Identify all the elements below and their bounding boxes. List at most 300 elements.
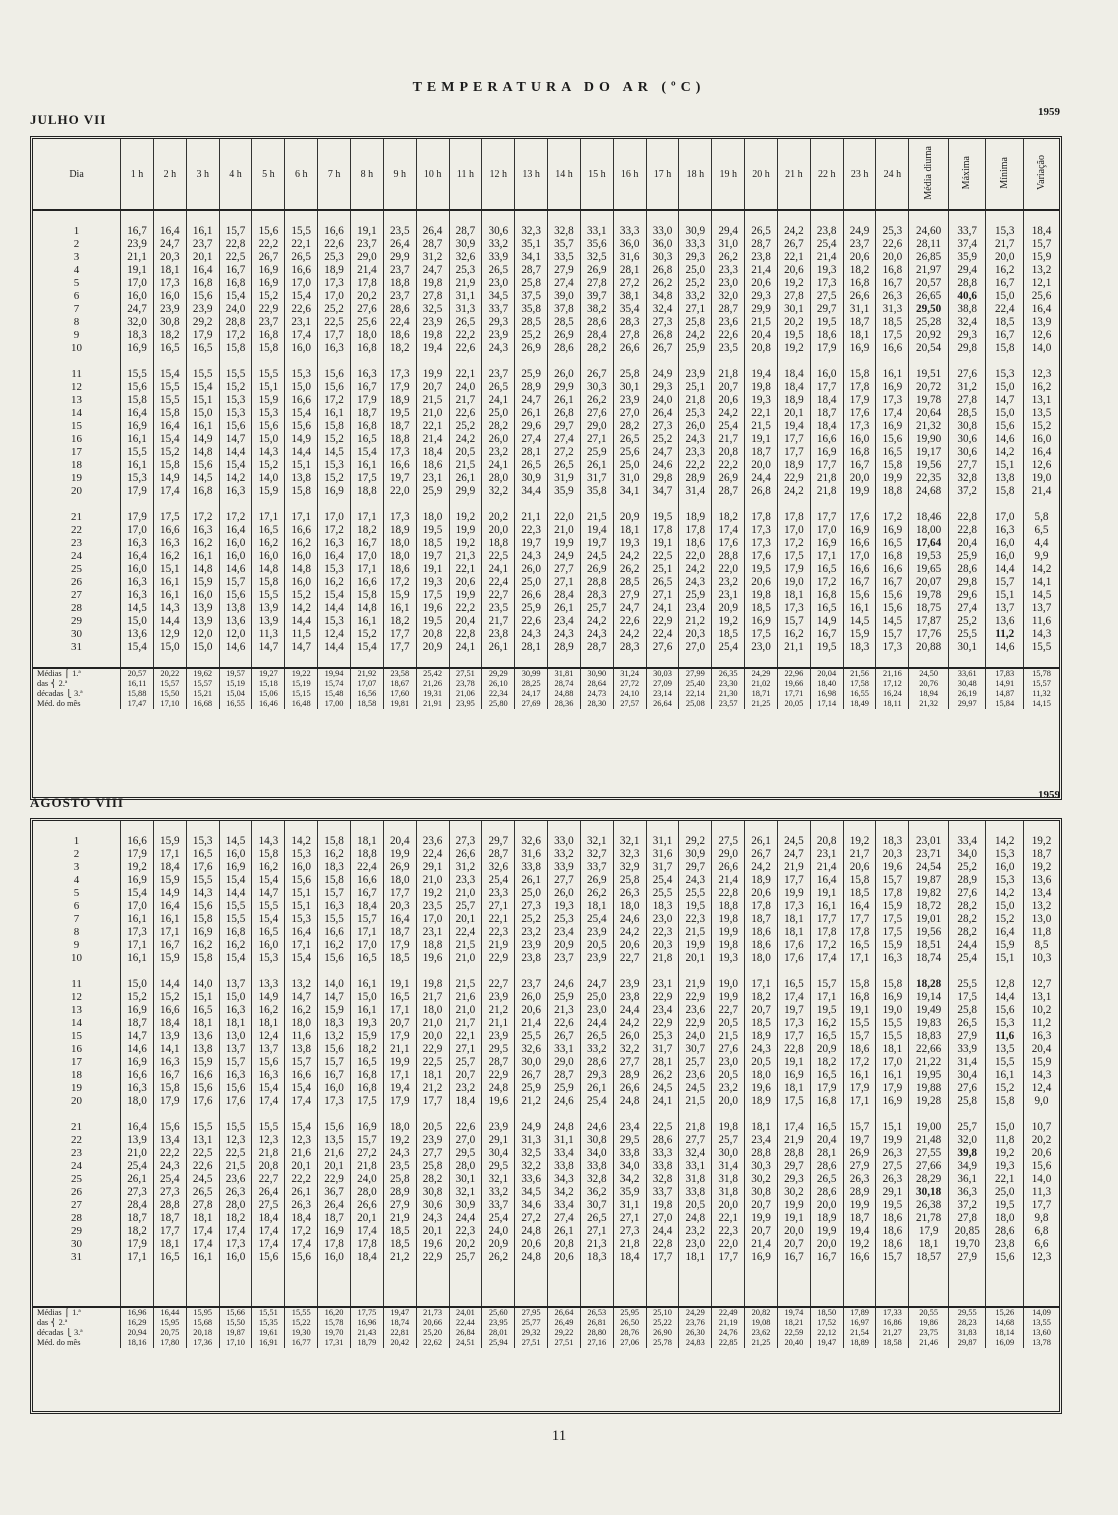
value-cell: 28,1 xyxy=(646,1056,679,1069)
value-cell: 25,2 xyxy=(515,329,548,342)
value-cell: 29,9 xyxy=(745,303,778,316)
value-cell: 18,1 xyxy=(580,900,613,913)
value-cell: 26,3 xyxy=(285,1199,318,1212)
spacer-cell xyxy=(909,1264,949,1278)
average-cell: 14,68 xyxy=(986,1318,1024,1328)
spacer-cell xyxy=(153,821,186,835)
average-cell: 25,94 xyxy=(482,1338,515,1348)
value-cell: 29,3 xyxy=(745,290,778,303)
value-cell: 16,9 xyxy=(121,420,154,433)
average-cell: 21,25 xyxy=(745,699,778,709)
average-cell: 28,23 xyxy=(948,1318,986,1328)
value-cell: 22,4 xyxy=(482,576,515,589)
column-header: 14 h xyxy=(548,139,581,210)
value-cell: 14,4 xyxy=(153,978,186,991)
value-cell: 16,3 xyxy=(986,524,1024,537)
value-cell: 17,3 xyxy=(745,537,778,550)
value-cell: 29,0 xyxy=(548,1056,581,1069)
value-cell: 23,4 xyxy=(646,1004,679,1017)
average-cell: 20,75 xyxy=(153,1328,186,1338)
value-cell: 27,3 xyxy=(153,1186,186,1199)
value-cell: 25,5 xyxy=(948,978,986,991)
value-cell: 28,5 xyxy=(548,316,581,329)
value-cell: 26,0 xyxy=(548,368,581,381)
value-cell: 17,3 xyxy=(810,277,843,290)
value-cell: 16,7 xyxy=(986,277,1024,290)
value-cell: 17,9 xyxy=(350,394,383,407)
value-cell: 26,3 xyxy=(843,1173,876,1186)
table-row xyxy=(33,835,1059,848)
value-cell: 15,0 xyxy=(986,1121,1024,1134)
value-cell: 17,7 xyxy=(383,628,416,641)
value-cell: 15,4 xyxy=(121,641,154,654)
day-cell: 10 xyxy=(71,342,83,354)
value-cell: 15,3 xyxy=(986,874,1024,887)
value-cell: 14,0 xyxy=(186,978,219,991)
value-cell: 24,3 xyxy=(548,628,581,641)
value-cell: 21,4 xyxy=(712,874,745,887)
value-cell: 15,3 xyxy=(252,407,285,420)
value-cell: 16,9 xyxy=(876,420,909,433)
average-cell: 24,83 xyxy=(679,1338,712,1348)
average-cell: 24,51 xyxy=(449,1338,482,1348)
average-cell: 24,73 xyxy=(580,689,613,699)
value-cell: 22,3 xyxy=(646,926,679,939)
value-cell: 18,6 xyxy=(383,329,416,342)
spacer-cell xyxy=(613,498,646,511)
value-cell: 15,7 xyxy=(350,913,383,926)
value-cell: 16,4 xyxy=(1024,446,1060,459)
value-cell: 16,5 xyxy=(810,563,843,576)
value-cell: 31,1 xyxy=(843,303,876,316)
value-cell: 22,2 xyxy=(449,329,482,342)
value-cell: 25,8 xyxy=(383,1173,416,1186)
value-cell: 15,4 xyxy=(153,433,186,446)
value-cell: 18,9 xyxy=(383,524,416,537)
day-cell: 10 xyxy=(71,952,83,964)
value-cell: 17,9 xyxy=(383,1095,416,1108)
value-cell: 17,9 xyxy=(383,939,416,952)
average-cell: 23,62 xyxy=(745,1328,778,1338)
spacer-row xyxy=(33,1108,1059,1121)
value-cell: 31,6 xyxy=(613,251,646,264)
value-cell: 29,9 xyxy=(548,381,581,394)
value-cell: 19,3 xyxy=(548,900,581,913)
spacer-cell xyxy=(712,1278,745,1292)
value-cell: 11,5 xyxy=(285,628,318,641)
value-cell: 21,8 xyxy=(810,472,843,485)
value-cell: 28,1 xyxy=(810,1147,843,1160)
average-cell: 14,87 xyxy=(986,689,1024,699)
spacer-cell xyxy=(909,821,949,835)
value-cell: 25,5 xyxy=(948,628,986,641)
value-cell: 17,1 xyxy=(383,1069,416,1082)
value-cell: 31,1 xyxy=(449,290,482,303)
spacer-cell xyxy=(712,1108,745,1121)
value-cell: 24,3 xyxy=(580,628,613,641)
average-cell: 19,74 xyxy=(777,1307,810,1318)
value-cell: 28,7 xyxy=(745,238,778,251)
average-cell: 22,62 xyxy=(416,1338,449,1348)
spacer-cell xyxy=(285,654,318,668)
table-row xyxy=(33,446,1059,459)
value-cell: 33,9 xyxy=(548,861,581,874)
value-cell: 19,2 xyxy=(416,887,449,900)
value-cell: 11,3 xyxy=(1024,1186,1060,1199)
value-cell: 15,8 xyxy=(186,913,219,926)
average-cell: 25,80 xyxy=(482,699,515,709)
average-cell: 27,16 xyxy=(580,1338,613,1348)
average-cell: 21,19 xyxy=(712,1318,745,1328)
value-cell: 17,87 xyxy=(909,615,949,628)
average-label: Méd. do mês xyxy=(37,699,81,708)
average-cell: 21,25 xyxy=(745,1338,778,1348)
value-cell: 19,3 xyxy=(745,394,778,407)
spacer-cell xyxy=(810,654,843,668)
value-cell: 15,8 xyxy=(986,1095,1024,1108)
spacer-cell xyxy=(613,1108,646,1121)
value-cell: 16,0 xyxy=(285,861,318,874)
value-cell: 19,1 xyxy=(416,563,449,576)
value-cell: 18,3 xyxy=(646,900,679,913)
value-cell: 18,3 xyxy=(121,329,154,342)
value-cell: 21,5 xyxy=(449,459,482,472)
value-cell: 15,6 xyxy=(1024,1160,1060,1173)
spacer-cell xyxy=(712,821,745,835)
average-cell: 24,01 xyxy=(449,1307,482,1318)
value-cell: 23,9 xyxy=(613,978,646,991)
value-cell: 13,9 xyxy=(153,1030,186,1043)
value-cell: 34,1 xyxy=(613,485,646,498)
value-cell: 27,9 xyxy=(948,1030,986,1043)
average-cell: 17,07 xyxy=(350,679,383,689)
value-cell: 24,8 xyxy=(613,1095,646,1108)
value-cell: 34,5 xyxy=(515,1186,548,1199)
average-cell: 16,46 xyxy=(252,699,285,709)
value-cell: 33,2 xyxy=(548,848,581,861)
value-cell: 16,7 xyxy=(810,1251,843,1264)
average-cell: 17,47 xyxy=(121,699,154,709)
spacer-cell xyxy=(153,1292,186,1307)
average-cell: 18,21 xyxy=(777,1318,810,1328)
value-cell: 19,7 xyxy=(580,537,613,550)
value-cell: 19,6 xyxy=(416,952,449,965)
value-cell: 23,9 xyxy=(515,939,548,952)
value-cell: 15,6 xyxy=(318,1121,351,1134)
value-cell: 26,3 xyxy=(876,290,909,303)
value-cell: 19,4 xyxy=(745,368,778,381)
value-cell: 23,6 xyxy=(219,1173,252,1186)
value-cell: 28,5 xyxy=(613,576,646,589)
value-cell: 16,6 xyxy=(350,874,383,887)
value-cell: 23,8 xyxy=(613,991,646,1004)
value-cell: 29,5 xyxy=(482,1043,515,1056)
value-cell: 36,0 xyxy=(613,238,646,251)
value-cell: 31,1 xyxy=(646,835,679,848)
value-cell: 15,6 xyxy=(252,1056,285,1069)
value-cell: 16,9 xyxy=(745,1251,778,1264)
value-cell: 21,8 xyxy=(613,1238,646,1251)
value-cell: 32,0 xyxy=(712,290,745,303)
value-cell: 16,5 xyxy=(810,1121,843,1134)
value-cell: 26,8 xyxy=(548,407,581,420)
value-cell: 27,4 xyxy=(548,277,581,290)
value-cell: 16,6 xyxy=(285,264,318,277)
average-cell: 21,02 xyxy=(745,679,778,689)
value-cell: 16,5 xyxy=(350,1056,383,1069)
value-cell: 17,4 xyxy=(350,1225,383,1238)
value-cell: 24,60 xyxy=(909,225,949,238)
column-header: 16 h xyxy=(613,139,646,210)
value-cell: 19,7 xyxy=(383,472,416,485)
value-cell: 27,9 xyxy=(948,1251,986,1264)
value-cell: 15,4 xyxy=(285,952,318,965)
value-cell: 28,7 xyxy=(580,641,613,654)
value-cell: 21,78 xyxy=(909,1212,949,1225)
value-cell: 35,6 xyxy=(580,238,613,251)
value-cell: 23,9 xyxy=(482,1121,515,1134)
value-cell: 18,6 xyxy=(876,1212,909,1225)
value-cell: 15,7 xyxy=(843,1030,876,1043)
value-cell: 16,9 xyxy=(219,861,252,874)
value-cell: 20,0 xyxy=(843,472,876,485)
value-cell: 15,7 xyxy=(876,1251,909,1264)
spacer-cell xyxy=(515,498,548,511)
value-cell: 16,3 xyxy=(318,900,351,913)
value-cell: 23,7 xyxy=(350,238,383,251)
value-cell: 19,9 xyxy=(548,537,581,550)
value-cell: 17,6 xyxy=(777,952,810,965)
value-cell: 12,8 xyxy=(986,978,1024,991)
value-cell: 15,5 xyxy=(252,1121,285,1134)
value-cell: 19,9 xyxy=(712,926,745,939)
average-cell: 28,64 xyxy=(580,679,613,689)
value-cell: 19,9 xyxy=(810,1225,843,1238)
day-cell: 13 xyxy=(71,1004,83,1016)
day-cell: 1 xyxy=(73,835,80,847)
value-cell: 19,9 xyxy=(383,1056,416,1069)
spacer-cell xyxy=(350,1108,383,1121)
value-cell: 12,6 xyxy=(1024,329,1060,342)
value-cell: 27,3 xyxy=(515,900,548,913)
value-cell: 26,9 xyxy=(548,329,581,342)
value-cell: 32,6 xyxy=(482,861,515,874)
table-frame-july xyxy=(30,136,1062,800)
value-cell: 16,3 xyxy=(252,1069,285,1082)
value-cell: 26,1 xyxy=(745,835,778,848)
day-cell: 2 xyxy=(73,238,80,250)
value-cell: 36,3 xyxy=(948,1186,986,1199)
spacer-cell xyxy=(482,1108,515,1121)
value-cell: 26,5 xyxy=(482,264,515,277)
value-cell: 30,1 xyxy=(777,303,810,316)
day-cell: 21 xyxy=(71,1121,83,1133)
value-cell: 28,0 xyxy=(482,472,515,485)
value-cell: 20,3 xyxy=(383,900,416,913)
value-cell: 13,7 xyxy=(252,1043,285,1056)
value-cell: 21,0 xyxy=(548,524,581,537)
average-cell: 15,95 xyxy=(186,1307,219,1318)
value-cell: 18,4 xyxy=(350,900,383,913)
spacer-cell xyxy=(810,210,843,225)
value-cell: 17,0 xyxy=(986,511,1024,524)
value-cell: 27,7 xyxy=(548,563,581,576)
average-cell: 16,29 xyxy=(121,1318,154,1328)
spacer-cell xyxy=(1024,498,1060,511)
value-cell: 15,7 xyxy=(285,1056,318,1069)
table-row xyxy=(33,225,1059,238)
value-cell: 16,3 xyxy=(186,524,219,537)
value-cell: 15,2 xyxy=(318,472,351,485)
value-cell: 29,3 xyxy=(646,381,679,394)
spacer-cell xyxy=(613,654,646,668)
spacer-cell xyxy=(580,821,613,835)
value-cell: 26,65 xyxy=(909,290,949,303)
value-cell: 30,6 xyxy=(948,446,986,459)
value-cell: 17,7 xyxy=(777,433,810,446)
value-cell: 16,5 xyxy=(350,952,383,965)
value-cell: 27,7 xyxy=(416,1147,449,1160)
value-cell: 20,7 xyxy=(745,1004,778,1017)
value-cell: 15,2 xyxy=(219,381,252,394)
value-cell: 29,7 xyxy=(777,1160,810,1173)
value-cell: 31,6 xyxy=(515,848,548,861)
spacer-cell xyxy=(416,1108,449,1121)
value-cell: 17,0 xyxy=(318,290,351,303)
value-cell: 19,0 xyxy=(712,978,745,991)
average-cell: 17,31 xyxy=(318,1338,351,1348)
value-cell: 20,1 xyxy=(679,952,712,965)
value-cell: 35,8 xyxy=(515,303,548,316)
value-cell: 17,0 xyxy=(318,511,351,524)
value-cell: 16,3 xyxy=(350,368,383,381)
value-cell: 20,6 xyxy=(548,1251,581,1264)
value-cell: 11,6 xyxy=(1024,615,1060,628)
spacer-cell xyxy=(646,355,679,368)
value-cell: 15,2 xyxy=(285,589,318,602)
average-cell: 28,25 xyxy=(515,679,548,689)
value-cell: 21,5 xyxy=(712,1030,745,1043)
spacer-cell xyxy=(482,654,515,668)
average-cell: 21,56 xyxy=(843,668,876,679)
value-cell: 19,4 xyxy=(843,1225,876,1238)
value-cell: 18,6 xyxy=(810,329,843,342)
value-cell: 37,2 xyxy=(948,1199,986,1212)
value-cell: 14,2 xyxy=(219,472,252,485)
value-cell: 19,3 xyxy=(810,264,843,277)
value-cell: 20,1 xyxy=(186,251,219,264)
value-cell: 31,4 xyxy=(712,1160,745,1173)
average-cell: 17,83 xyxy=(986,668,1024,679)
average-cell: 15,84 xyxy=(986,699,1024,709)
value-cell: 27,6 xyxy=(580,407,613,420)
spacer-cell xyxy=(33,1108,121,1121)
table-row xyxy=(33,251,1059,264)
value-cell: 27,5 xyxy=(876,1160,909,1173)
value-cell: 22,4 xyxy=(350,861,383,874)
value-cell: 29,6 xyxy=(948,589,986,602)
value-cell: 29,0 xyxy=(712,848,745,861)
value-cell: 17,2 xyxy=(219,511,252,524)
value-cell: 24,4 xyxy=(646,1225,679,1238)
value-cell: 27,8 xyxy=(948,394,986,407)
spacer-cell xyxy=(810,1108,843,1121)
value-cell: 17,2 xyxy=(318,524,351,537)
value-cell: 31,3 xyxy=(876,303,909,316)
value-cell: 23,0 xyxy=(482,277,515,290)
day-cell: 30 xyxy=(71,628,83,640)
average-cell: 18,79 xyxy=(350,1338,383,1348)
average-cell: 16,56 xyxy=(350,689,383,699)
value-cell: 20,0 xyxy=(712,1095,745,1108)
value-cell: 23,9 xyxy=(482,329,515,342)
value-cell: 29,7 xyxy=(548,420,581,433)
spacer-cell xyxy=(33,355,121,368)
average-cell: 21,06 xyxy=(449,689,482,699)
value-cell: 17,7 xyxy=(777,874,810,887)
value-cell: 19,6 xyxy=(745,1082,778,1095)
value-cell: 16,6 xyxy=(876,342,909,355)
average-cell: 26,19 xyxy=(948,689,986,699)
value-cell: 34,6 xyxy=(515,1199,548,1212)
average-cell: 15,50 xyxy=(153,689,186,699)
spacer-cell xyxy=(613,821,646,835)
value-cell: 20,0 xyxy=(712,1199,745,1212)
value-cell: 16,6 xyxy=(285,524,318,537)
value-cell: 27,8 xyxy=(580,277,613,290)
spacer-row xyxy=(33,1292,1059,1307)
value-cell: 15,7 xyxy=(219,576,252,589)
value-cell: 11,8 xyxy=(986,1134,1024,1147)
average-cell: 33,61 xyxy=(948,668,986,679)
value-cell: 18,2 xyxy=(383,615,416,628)
value-cell: 13,9 xyxy=(186,615,219,628)
spacer-cell xyxy=(548,1278,581,1292)
value-cell: 14,3 xyxy=(186,887,219,900)
spacer-cell xyxy=(318,1108,351,1121)
value-cell: 19,1 xyxy=(843,1004,876,1017)
average-cell: 21,46 xyxy=(909,1338,949,1348)
value-cell: 20,6 xyxy=(843,251,876,264)
value-cell: 33,4 xyxy=(948,835,986,848)
average-cell: 19,31 xyxy=(416,689,449,699)
value-cell: 11,6 xyxy=(285,1030,318,1043)
value-cell: 24,1 xyxy=(482,459,515,472)
value-cell: 25,4 xyxy=(712,641,745,654)
value-cell: 16,6 xyxy=(153,1004,186,1017)
value-cell: 19,9 xyxy=(843,485,876,498)
value-cell: 25,4 xyxy=(948,952,986,965)
spacer-cell xyxy=(33,654,121,668)
day-cell: 29 xyxy=(71,1225,83,1237)
average-cell: 23,76 xyxy=(679,1318,712,1328)
value-cell: 26,7 xyxy=(515,1069,548,1082)
value-cell: 16,1 xyxy=(350,459,383,472)
value-cell: 26,0 xyxy=(679,420,712,433)
value-cell: 23,5 xyxy=(383,1160,416,1173)
value-cell: 13,9 xyxy=(186,602,219,615)
value-cell: 22,66 xyxy=(909,1043,949,1056)
average-cell: 16,44 xyxy=(153,1307,186,1318)
value-cell: 15,5 xyxy=(843,1017,876,1030)
value-cell: 15,9 xyxy=(252,485,285,498)
value-cell: 23,7 xyxy=(252,316,285,329)
value-cell: 15,8 xyxy=(252,342,285,355)
value-cell: 16,4 xyxy=(121,550,154,563)
value-cell: 16,1 xyxy=(843,602,876,615)
day-cell: 13 xyxy=(71,394,83,406)
average-cell: 16,55 xyxy=(219,699,252,709)
